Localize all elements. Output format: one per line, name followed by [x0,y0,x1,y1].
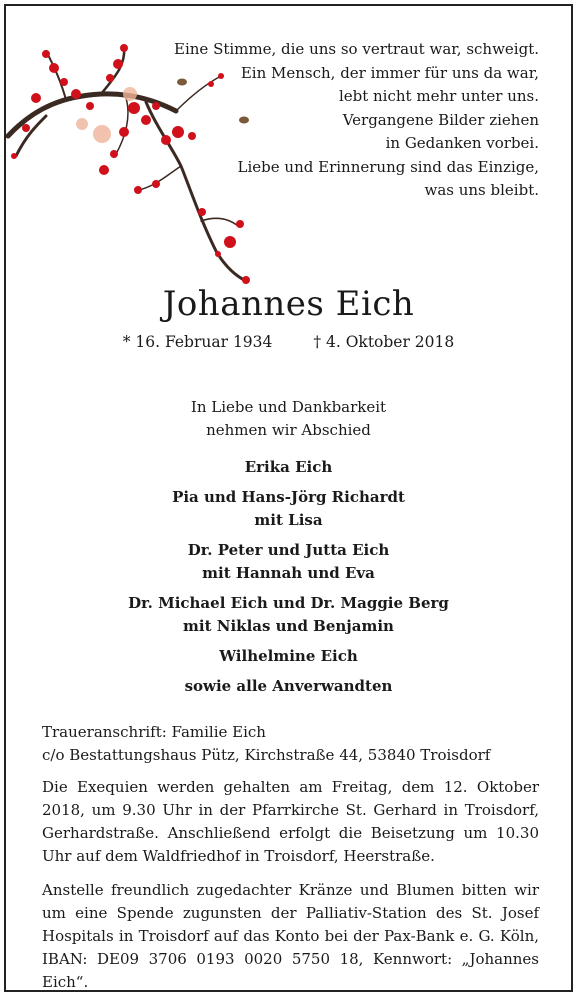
poem-line: Liebe und Erinnerung sind das Einzige, [237,157,539,176]
mourner-line: Dr. Michael Eich und Dr. Maggie Berg [128,594,449,612]
mourner-entry [6,675,571,698]
mourner-line: mit Niklas und Benjamin [183,617,394,635]
intro-line: nehmen wir Abschied [206,421,371,439]
address-line: Traueranschrift: Familie Eich [42,723,266,741]
deceased-name: Johannes Eich [162,284,415,324]
mourner-line: mit Hannah und Eva [202,564,375,582]
mourner-entry [6,592,571,638]
mourner-line: mit Lisa [254,511,323,529]
mourner-line: Erika Eich [244,458,333,476]
poem-line: lebt nicht mehr unter uns. [338,87,539,105]
obituary-frame [4,4,573,992]
death-date: † 4. Oktober 2018 [313,333,455,351]
mourner-line: Dr. Peter und Jutta Eich [187,541,390,559]
mourner-line: sowie alle Anverwandten [184,677,393,695]
poem-line: Eine Stimme, die uns so vertraut war, schweigt. [174,40,539,58]
birth-date: * 16. Februar 1934 [122,333,273,351]
mourner-entry [6,486,571,532]
address-line: c/o Bestattungshaus Pütz, Kirchstraße 44, 53840 Troisdorf [42,746,491,764]
poem-line: Vergangene Bilder ziehen [342,110,539,129]
poem [174,38,539,203]
mourning-address [42,721,539,767]
funeral-details-paragraph: Die Exequien werden gehalten am Freitag, dem 12. Oktober 2018, um 9.30 Uhr in der Pfarrkirche St. Gerhard in Troisdorf, Gerhardstraße. Anschließend erfolgt die Beisetzung um 10.30 Uhr auf dem Waldfriedhof in Troisdorf, Heerstraße. [42,778,539,865]
mourner-line: Pia und Hans-Jörg Richardt [172,488,405,506]
mourner-line: Wilhelmine Eich [219,647,358,665]
poem-line: Ein Mensch, der immer für uns da war, [240,63,539,82]
mourner-entry [6,539,571,585]
donation-paragraph: Anstelle freundlich zugedachter Kränze und Blumen bitten wir um eine Spende zugunsten der Palliativ-Station des St. Josef Hospitals in Troisdorf auf das Konto bei der Pax-Bank e. G. Köln, IBAN: DE09 3706 0193 0020 5750 18, Kennwort: „Johannes Eich“. [42,881,539,991]
poem-line: was uns bleibt. [424,181,539,199]
mourners-list [6,456,571,705]
intro-line: In Liebe und Dankbarkeit [190,398,387,416]
farewell-intro [6,396,571,442]
poem-line: in Gedanken vorbei. [385,134,539,152]
mourner-entry [6,645,571,668]
life-dates [6,333,571,351]
mourner-entry [6,456,571,479]
